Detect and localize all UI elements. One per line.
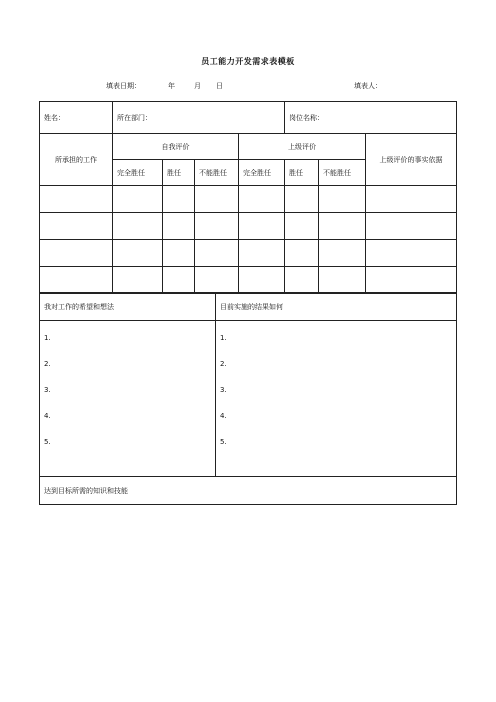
- department-cell[interactable]: [113, 102, 285, 134]
- hopes-item-2: 2.: [44, 360, 51, 368]
- name-label: 姓名：: [44, 113, 65, 122]
- document-title: 员工能力开发需求表模板: [201, 57, 295, 66]
- department-label: 所在部门：: [117, 113, 152, 122]
- table-cell[interactable]: [195, 267, 239, 293]
- table-cell[interactable]: [195, 240, 239, 267]
- self-competent: 胜任: [163, 160, 195, 186]
- table-cell[interactable]: [285, 186, 319, 213]
- results-header: 目前实施的结果如何: [216, 294, 457, 321]
- table-cell[interactable]: [366, 213, 457, 240]
- table-cell[interactable]: [40, 186, 113, 213]
- table-cell[interactable]: [113, 267, 163, 293]
- table-cell[interactable]: [319, 240, 366, 267]
- table-cell[interactable]: [319, 267, 366, 293]
- table-cell[interactable]: [40, 240, 113, 267]
- hopes-item-1: 1.: [44, 334, 51, 342]
- table-cell[interactable]: [366, 240, 457, 267]
- table-cell[interactable]: [195, 186, 239, 213]
- results-item-3: 3.: [220, 386, 227, 394]
- table-cell[interactable]: [239, 267, 285, 293]
- self-not-competent: 不能胜任: [195, 160, 239, 186]
- table-cell[interactable]: [163, 267, 195, 293]
- results-item-5: 5.: [220, 438, 227, 446]
- self-eval-header: 自我评价: [113, 134, 239, 160]
- table-cell[interactable]: [319, 186, 366, 213]
- evaluation-table: [39, 101, 457, 293]
- table-row: [40, 186, 457, 213]
- table-cell[interactable]: [285, 267, 319, 293]
- name-cell[interactable]: [40, 102, 113, 134]
- table-cell[interactable]: [113, 186, 163, 213]
- table-cell[interactable]: [285, 240, 319, 267]
- table-cell[interactable]: [195, 213, 239, 240]
- table-cell[interactable]: [239, 240, 285, 267]
- position-label: 岗位名称：: [289, 113, 324, 122]
- filler-label: 填表人：: [354, 82, 382, 90]
- superior-not-competent: 不能胜任: [319, 160, 366, 186]
- results-item-4: 4.: [220, 412, 227, 420]
- table-cell[interactable]: [163, 240, 195, 267]
- superior-competent: 胜任: [285, 160, 319, 186]
- results-cell[interactable]: [216, 321, 457, 477]
- hopes-item-3: 3.: [44, 386, 51, 394]
- results-item-2: 2.: [220, 360, 227, 368]
- superior-eval-header: 上级评价: [239, 134, 366, 160]
- table-cell[interactable]: [285, 213, 319, 240]
- position-cell[interactable]: [285, 102, 457, 134]
- table-row: [40, 240, 457, 267]
- table-cell[interactable]: [163, 213, 195, 240]
- hopes-item-4: 4.: [44, 412, 51, 420]
- work-header: 所承担的工作: [40, 134, 113, 186]
- table-row: [40, 267, 457, 293]
- hopes-cell[interactable]: [40, 321, 216, 477]
- skills-label: 达到目标所需的知识和技能: [44, 486, 128, 495]
- month-label: 月: [194, 82, 201, 90]
- fill-date-label: 填表日期：: [106, 82, 141, 90]
- hopes-item-5: 5.: [44, 438, 51, 446]
- table-cell[interactable]: [366, 186, 457, 213]
- table-cell[interactable]: [40, 213, 113, 240]
- table-cell[interactable]: [163, 186, 195, 213]
- table-cell[interactable]: [239, 213, 285, 240]
- hopes-header: 我对工作的希望和想法: [40, 294, 216, 321]
- skills-cell[interactable]: [40, 477, 457, 505]
- table-cell[interactable]: [319, 213, 366, 240]
- year-label: 年: [168, 82, 175, 90]
- self-fully-competent: 完全胜任: [113, 160, 163, 186]
- goals-table: [39, 293, 457, 505]
- table-cell[interactable]: [40, 267, 113, 293]
- basis-header: 上级评价的事实依据: [366, 134, 457, 186]
- table-cell[interactable]: [366, 267, 457, 293]
- day-label: 日: [216, 82, 223, 90]
- superior-fully-competent: 完全胜任: [239, 160, 285, 186]
- table-cell[interactable]: [239, 186, 285, 213]
- table-cell[interactable]: [113, 240, 163, 267]
- results-item-1: 1.: [220, 334, 227, 342]
- table-row: [40, 213, 457, 240]
- table-cell[interactable]: [113, 213, 163, 240]
